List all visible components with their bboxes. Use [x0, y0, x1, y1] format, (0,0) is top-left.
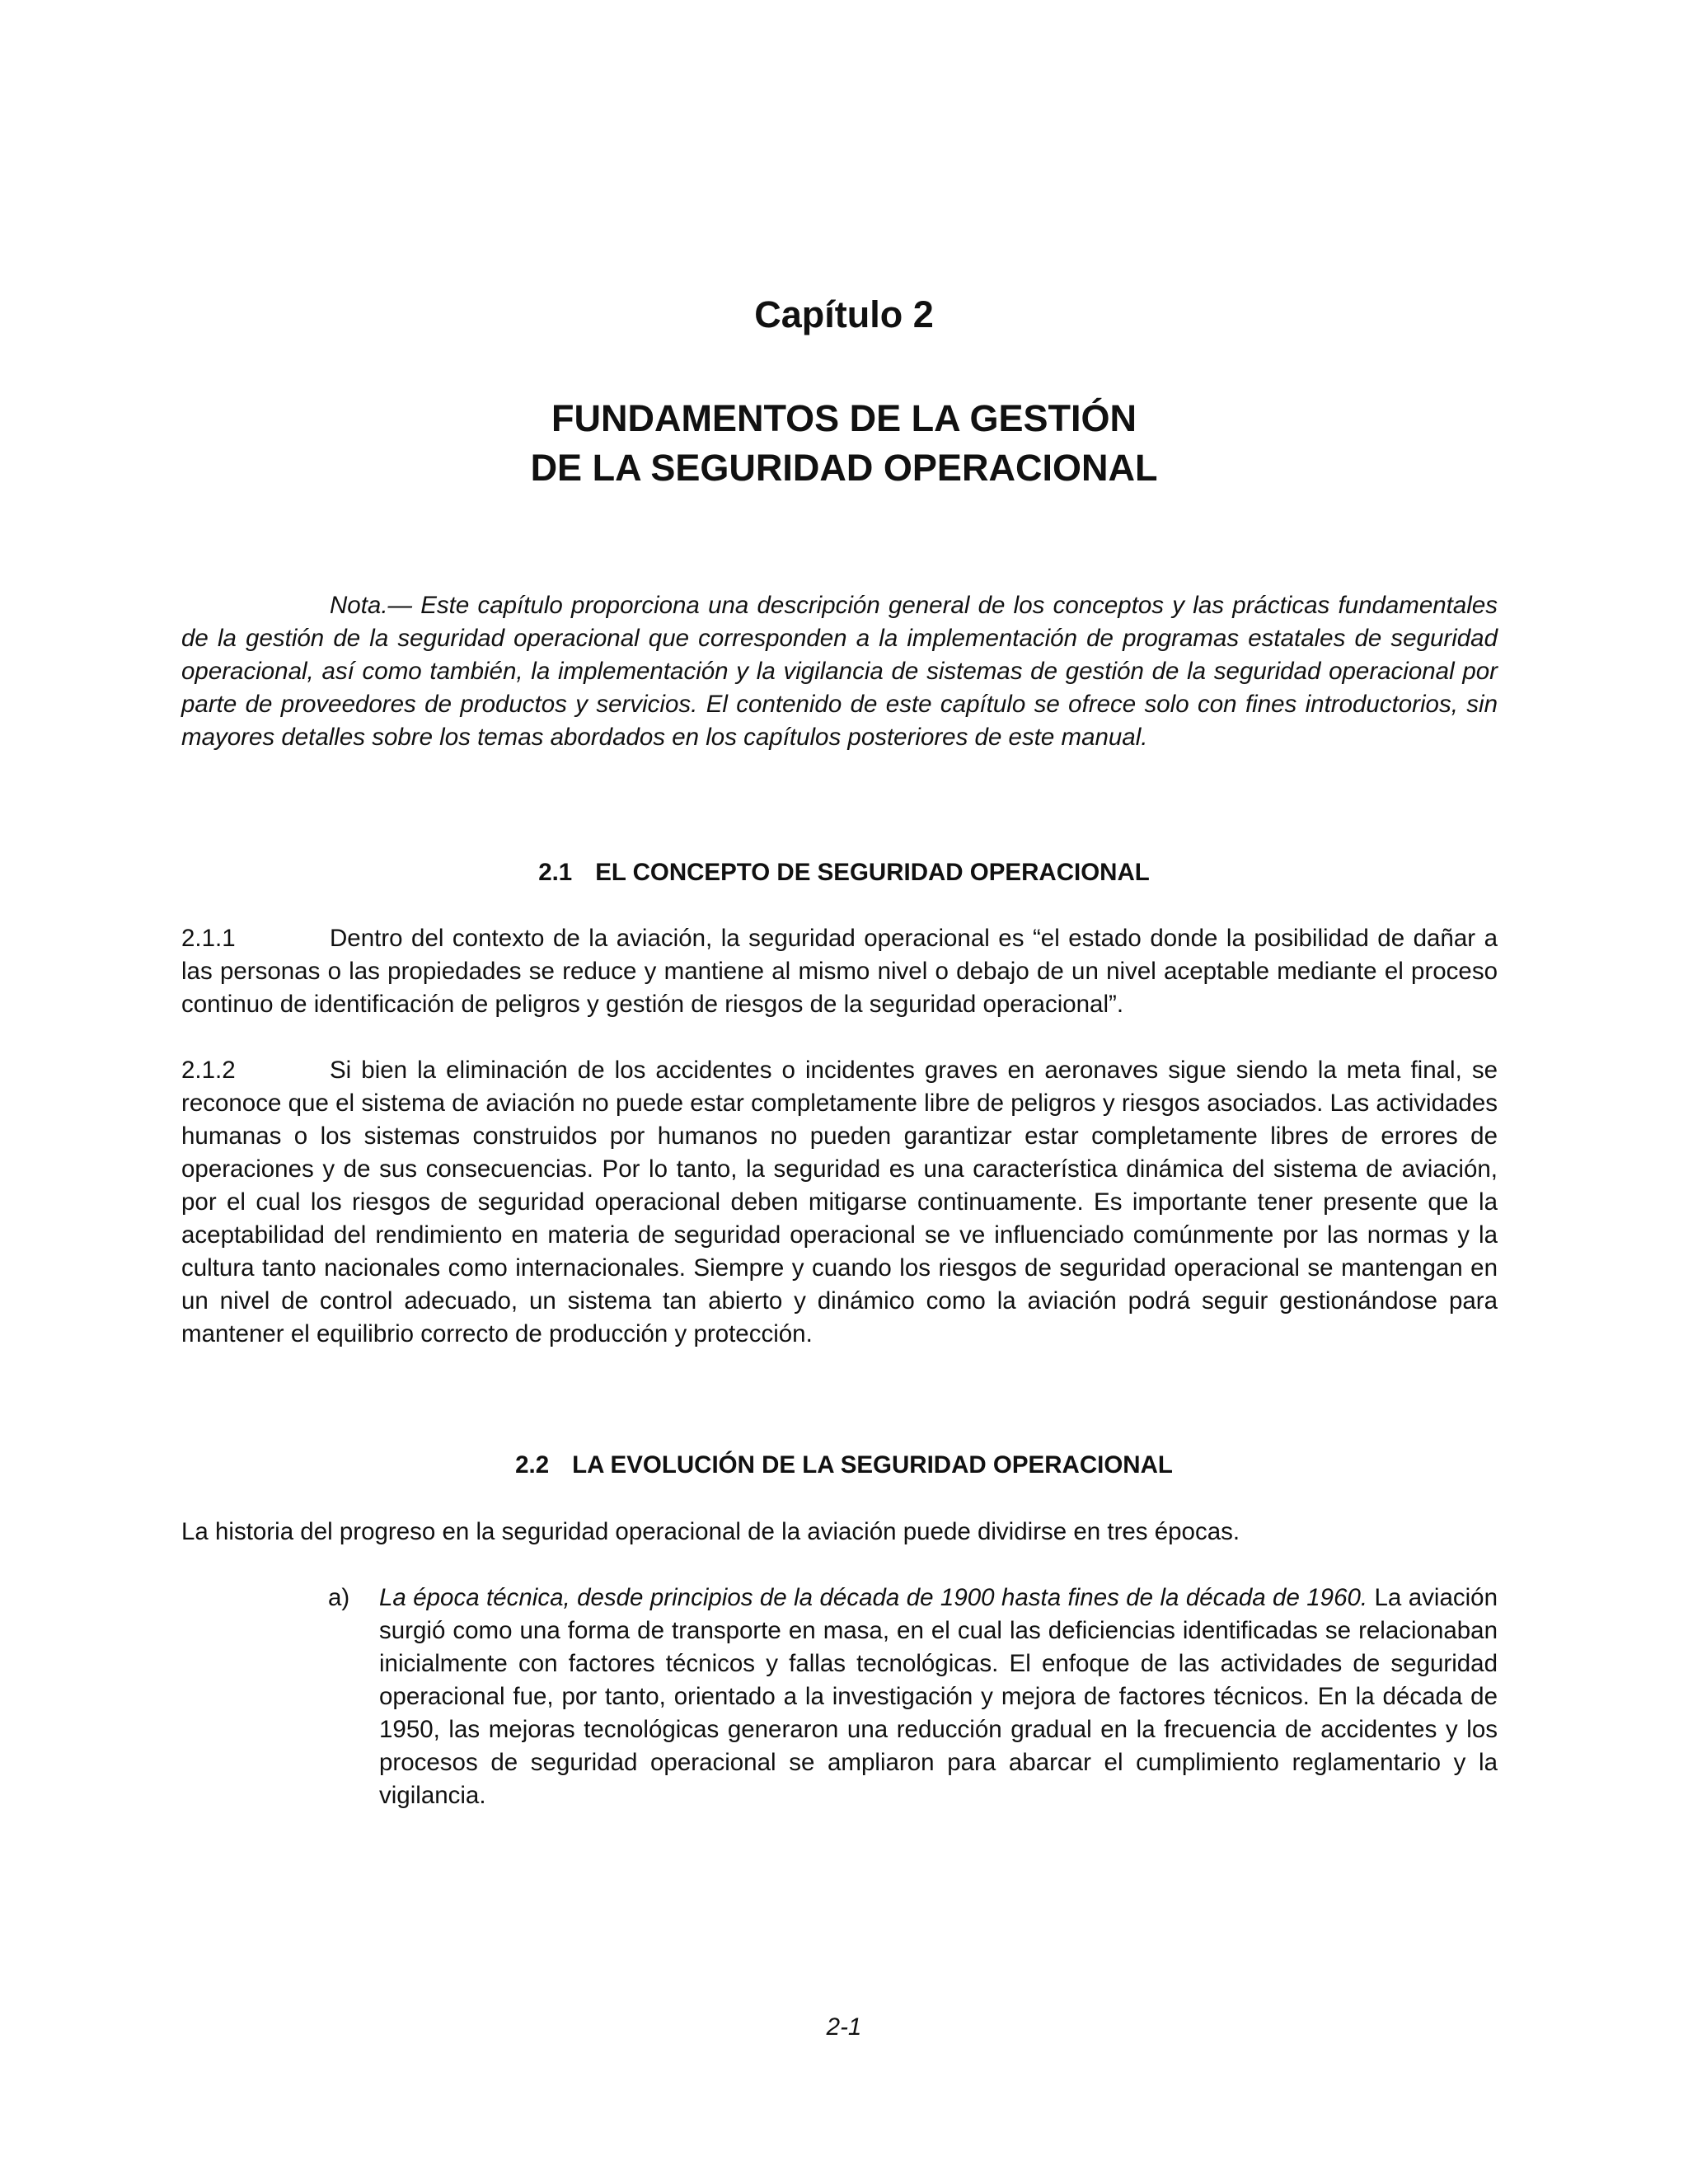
- chapter-note: Nota.— Este capítulo proporciona una descripción general de los conceptos y las prácticas fundamentales de la gestión de la seguridad operacional que corresponden a la implementación de programas estatales de seguridad operacional, así como también, la implementación y la vigilancia de sistemas de gestión de la seguridad operacional por parte de proveedores de productos y servicios. El contenido de este capítulo se ofrece solo con fines introductorios, sin mayores detalles sobre los temas abordados en los capítulos posteriores de este manual.: [181, 592, 1498, 751]
- list-item: [328, 1582, 1498, 1812]
- paragraph-number: 2.1.1: [181, 925, 236, 952]
- list-marker: a): [328, 1584, 350, 1611]
- section-2-1-heading: [0, 856, 1688, 889]
- section-2-1-title: EL CONCEPTO DE SEGURIDAD OPERACIONAL: [595, 859, 1150, 886]
- list-item-text: La aviación surgió como una forma de transporte en masa, en el cual las deficiencias identificadas se relacionaban inicialmente con factores técnicos y fallas tecnológicas. El enfoque de las actividades de seguridad operacional fue, por tanto, orientado a la investigación y mejora de factores técnicos. En la década de 1950, las mejoras tecnológicas generaron una reducción gradual en la frecuencia de accidentes y los procesos de seguridad operacional se ampliaron para abarcar el cumplimiento reglamentario y la vigilancia.: [379, 1584, 1498, 1809]
- list-item-emphasis: La época técnica, desde principios de la década de 1900 hasta fines de la década de 1960.: [379, 1584, 1368, 1611]
- paragraph-text: Dentro del contexto de la aviación, la seguridad operacional es “el estado donde la posibilidad de dañar a las personas o las propiedades se reduce y mantiene al mismo nivel o debajo de un nivel aceptable mediante el proceso continuo de identificación de peligros y gestión de riesgos de la seguridad operacional”.: [181, 925, 1498, 1018]
- paragraph-number: 2.1.2: [181, 1057, 236, 1084]
- chapter-title: [0, 394, 1688, 493]
- page-number: 2-1: [826, 2013, 862, 2041]
- paragraph-2-1-1: [181, 922, 1498, 1021]
- paragraph-text: Si bien la eliminación de los accidentes o incidentes graves en aeronaves sigue siendo la meta final, se reconoce que el sistema de aviación no puede estar completamente libre de peligros y riesgos asociados. Las actividades humanas o los sistemas construidos por humanos no pueden garantizar estar completamente libres de errores de operaciones y de sus consecuencias. Por lo tanto, la seguridad es una característica dinámica del sistema de aviación, por el cual los riesgos de seguridad operacional deben mitigarse continuamente. Es importante tener presente que la aceptabilidad del rendimiento en materia de seguridad operacional se ve influenciado comúnmente por las normas y la cultura tanto nacionales como internacionales. Siempre y cuando los riesgos de seguridad operacional se mantengan en un nivel de control adecuado, un sistema tan abierto y dinámico como la aviación podrá seguir gestionándose para mantener el equilibrio correcto de producción y protección.: [181, 1057, 1498, 1347]
- chapter-title-line-1: FUNDAMENTOS DE LA GESTIÓN: [551, 397, 1137, 439]
- section-2-2-number: 2.2: [515, 1451, 550, 1479]
- chapter-label: Capítulo 2: [754, 293, 934, 335]
- section-2-2-heading: [0, 1449, 1688, 1482]
- epochs-list: [328, 1582, 1498, 1812]
- section-2-2-intro: La historia del progreso en la seguridad operacional de la aviación puede dividirse en tres épocas.: [181, 1518, 1240, 1545]
- chapter-title-line-2: DE LA SEGURIDAD OPERACIONAL: [530, 447, 1158, 489]
- section-2-1-number: 2.1: [538, 859, 573, 886]
- section-2-2-title: LA EVOLUCIÓN DE LA SEGURIDAD OPERACIONAL: [572, 1451, 1173, 1479]
- paragraph-2-1-2: [181, 1054, 1498, 1351]
